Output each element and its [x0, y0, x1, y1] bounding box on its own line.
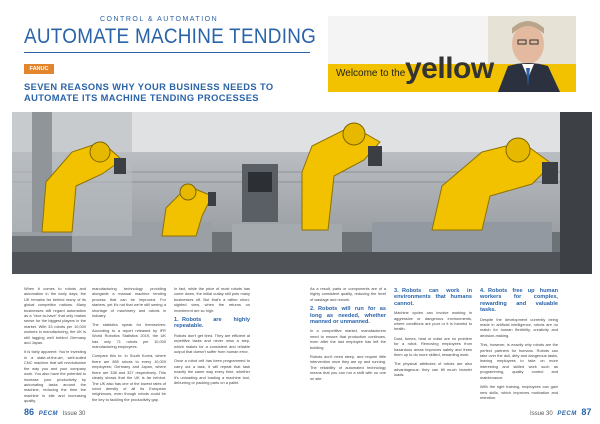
column-6	[480, 286, 558, 404]
page-number: 87	[581, 407, 592, 417]
paragraph: The physical attributes of robots are also advantageous: they can lift much heavier loads.	[394, 361, 472, 378]
paragraph: Dust, fumes, heat or noise are no problem for a robot. Removing employees from hazardous areas improves safety and frees them up to do more skilled, rewarding work.	[394, 335, 472, 358]
paragraph: When it comes to robots and automation in the early days, the UK remains far behind many of its global competitor nations. Many businesses still regard automation as a "nice-to-have" that only makes sense for the biggest players in the market. With 33 robots per 10,000 workers in manufacturing, the UK is still lagging well behind Germany and Japan.	[24, 286, 86, 346]
paragraph: Machine cycles can involve working in aggressive or dangerous environments, where conditions are poor or it is harmful to health.	[394, 310, 472, 332]
paragraph: This, however, is exactly why robots are the perfect partners for humans. Robots can take over the dull, dirty and dangerous tasks, leaving employees to take on more interesting and skilled work such as programming, quality control and maintenance.	[480, 342, 558, 380]
column-3	[174, 286, 250, 390]
issue-label: Issue 30	[530, 411, 553, 417]
paragraph: As a result, parts or components are of a highly consistent quality, reducing the level of wastage and rework.	[310, 286, 386, 302]
reason-heading-3: 3. Robots can work in environments that humans cannot.	[394, 288, 472, 307]
reason-heading-1: 1. Robots are highly repeatable.	[174, 317, 250, 330]
paragraph: Once a robot cell has been programmed to carry out a task, it will repeat that task exactly the same way every time, whether it's unloading and loading a machine tool, deburring or packing parts on a pallet.	[174, 358, 250, 386]
column-5	[394, 286, 472, 382]
issue-label: Issue 30	[62, 411, 86, 417]
column-2	[92, 286, 166, 406]
footer-right	[530, 407, 594, 417]
column-1	[24, 286, 86, 408]
paragraph: manufacturing technology providing alongside a manual machine tending process that can be improved. For starters, yet it's not that we're still seeing a shortage of machinery and robots in industry.	[92, 286, 166, 319]
robot-cell-photo	[12, 112, 592, 274]
footer-left	[24, 407, 88, 417]
magazine-brand: PECM	[38, 411, 59, 417]
paragraph: The statistics speak for themselves: According to a report released by IFR World Robotics Statistics 2019, the UK has only 71 robots per 10,000 manufacturing employees.	[92, 322, 166, 350]
reason-heading-2: 2. Robots will run for as long as needed, whether manned or unmanned.	[310, 306, 386, 326]
column-4	[310, 286, 386, 385]
section-label: CONTROL & AUTOMATION	[100, 16, 219, 23]
paragraph: It is fairly apparent: You're investing in a state-of-the-art, well-suited CNC machine that will revolutionise the way you and your company work. You also have the potential to increase your productivity by automating tasks around the machine, reducing the time the machine is idle and increasing quality.	[24, 349, 86, 404]
paragraph: In a competitive market, manufacturers need to ensure that production continues, even after the last employee has left the building.	[310, 328, 386, 350]
paragraph: Robots don't get tired. They are efficient at repetitive tasks and never miss a step, which makes for a consistent and reliable output that doesn't suffer from human error.	[174, 332, 250, 355]
paragraph: Compare this to: In South Korea, where there are 855 robots to every 10,000 employees; Germany and Japan, where there are 338 and 327 respectively. This clearly shows that the UK is far behind. The UK also has one of the lowest rates of robot density of all its European neighbours, even though robots could be the key to tackling the productivity gap.	[92, 353, 166, 402]
article-title: AUTOMATE MACHINE TENDING	[24, 25, 317, 48]
paragraph: In fact, while the price of most robots has come down, the initial outlay still puts many businesses off. But that's a rather short-sighted view, when the returns on investment are so high.	[174, 286, 250, 313]
welcome-text: Welcome to the	[336, 68, 406, 79]
paragraph: Despite the development currently being made in artificial intelligence, robots are no match for human flexibility, creativity and decision-making.	[480, 316, 558, 338]
magazine-brand: PECM	[557, 411, 577, 417]
brand-tag: FANUC	[24, 64, 54, 74]
title-rule	[24, 52, 310, 53]
page-number: 86	[24, 407, 35, 417]
paragraph: Robots don't need sleep, and require little intervention once they are up and running. The reliability of automated technology means that you can run a shift with no one on site.	[310, 354, 386, 381]
paragraph: With the right training, employees can gain new skills, which improves motivation and retention.	[480, 384, 558, 400]
yellow-word: yellow	[405, 52, 494, 85]
article-subtitle: SEVEN REASONS WHY YOUR BUSINESS NEEDS TO AUTOMATE ITS MACHINE TENDING PROCESSES	[24, 82, 274, 103]
reason-heading-4: 4. Robots free up human workers for complex, rewarding and valuable tasks.	[480, 288, 558, 314]
